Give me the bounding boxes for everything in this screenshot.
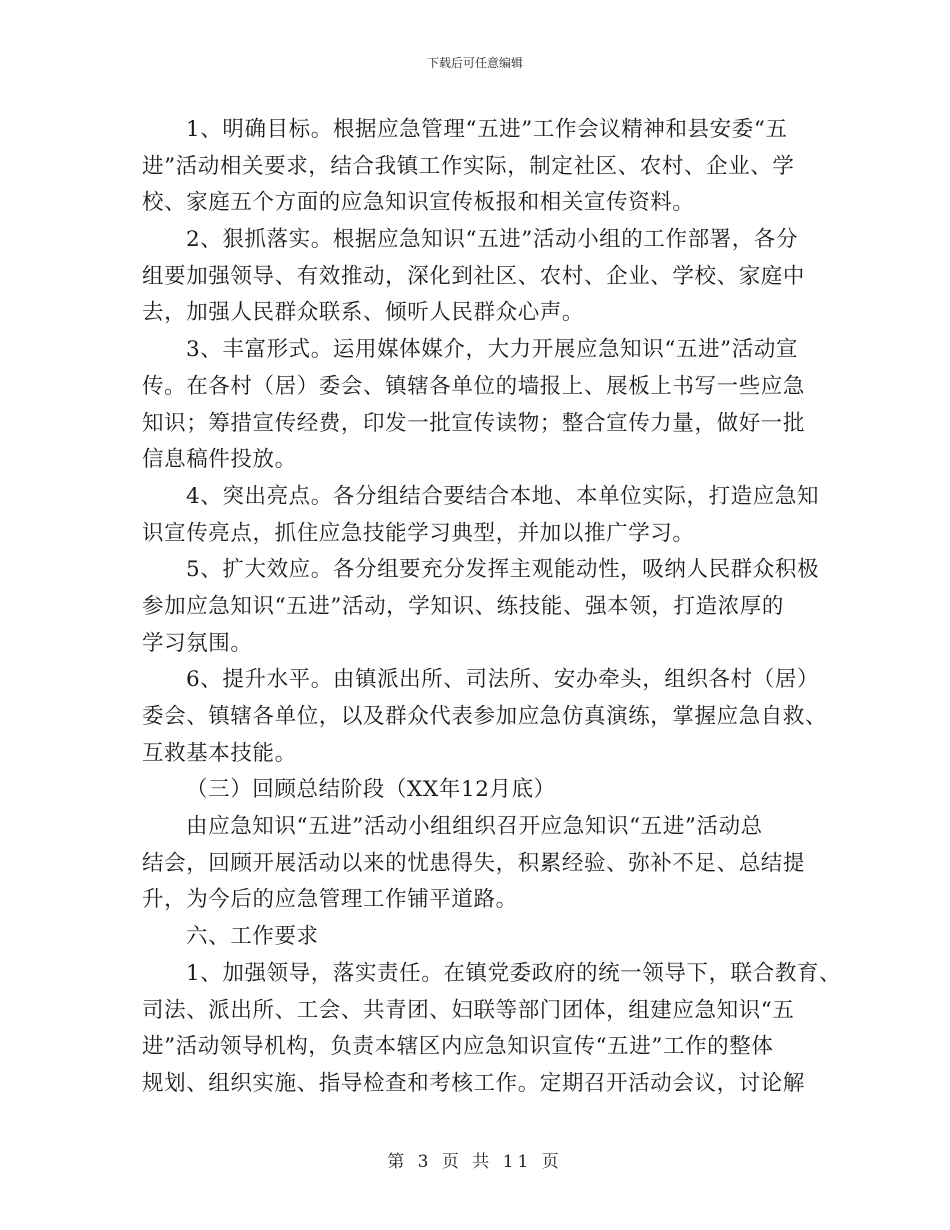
text-line: 结会，回顾开展活动以来的忧患得失，积累经验、弥补不足、总结提 (142, 850, 806, 876)
page-number: 第 3 页 共 11 页 (387, 1152, 563, 1172)
text-line: 3、丰富形式。运用媒体媒介，大力开展应急知识“五进”活动宣 (186, 337, 799, 363)
text-line: 识宣传亮点，抓住应急技能学习典型，并加以推广学习。 (142, 520, 695, 546)
page-header: 下载后可任意编辑 (426, 56, 523, 70)
text-line: 规划、组织实施、指导检查和考核工作。定期召开活动会议，讨论解 (142, 1070, 806, 1096)
text-line: 校、家庭五个方面的应急知识宣传板报和相关宣传资料。 (142, 190, 695, 216)
text-line: 互救基本技能。 (142, 740, 297, 766)
text-line: 委会、镇辖各单位，以及群众代表参加应急仿真演练，掌握应急自救、 (142, 704, 828, 729)
text-line: 进”活动相关要求，结合我镇工作实际，制定社区、农村、企业、学 (142, 153, 795, 179)
text-line: 信息稿件投放。 (142, 447, 297, 473)
document-body (142, 112, 842, 1103)
text-line: （三）回顾总结阶段（XX年12月底） (186, 777, 556, 803)
text-line: 参加应急知识“五进”活动，学知识、练技能、强本领，打造浓厚的 (142, 593, 784, 619)
text-line: 5、扩大效应。各分组要充分发挥主观能动性，吸纳人民群众积极 (186, 557, 820, 583)
text-line: 六、工作要求 (186, 924, 319, 950)
text-line: 1、加强领导，落实责任。在镇党委政府的统一领导下，联合教育、 (186, 960, 842, 986)
text-line: 学习氛围。 (142, 630, 253, 656)
text-line: 司法、派出所、工会、共青团、妇联等部门团体，组建应急知识“五 (142, 997, 795, 1023)
text-line: 4、突出亮点。各分组结合要结合本地、本单位实际，打造应急知 (186, 483, 820, 509)
text-line: 知识；筹措宣传经费，印发一批宣传读物；整合宣传力量，做好一批 (142, 410, 806, 436)
text-line: 1、明确目标。根据应急管理“五进”工作会议精神和县安委“五 (186, 117, 788, 142)
text-line: 去，加强人民群众联系、倾听人民群众心声。 (142, 300, 585, 326)
text-line: 组要加强领导、有效推动，深化到社区、农村、企业、学校、家庭中 (142, 263, 806, 289)
text-line: 由应急知识“五进”活动小组组织召开应急知识“五进”活动总 (186, 814, 763, 840)
text-line: 2、狠抓落实。根据应急知识“五进”活动小组的工作部署，各分 (186, 227, 799, 253)
text-line: 6、提升水平。由镇派出所、司法所、安办牵头，组织各村（居） (186, 667, 820, 693)
text-line: 传。在各村（居）委会、镇辖各单位的墙报上、展板上书写一些应急 (142, 373, 806, 399)
text-line: 升，为今后的应急管理工作铺平道路。 (142, 887, 518, 913)
text-line: 进”活动领导机构，负责本辖区内应急知识宣传“五进”工作的整体 (142, 1034, 774, 1060)
